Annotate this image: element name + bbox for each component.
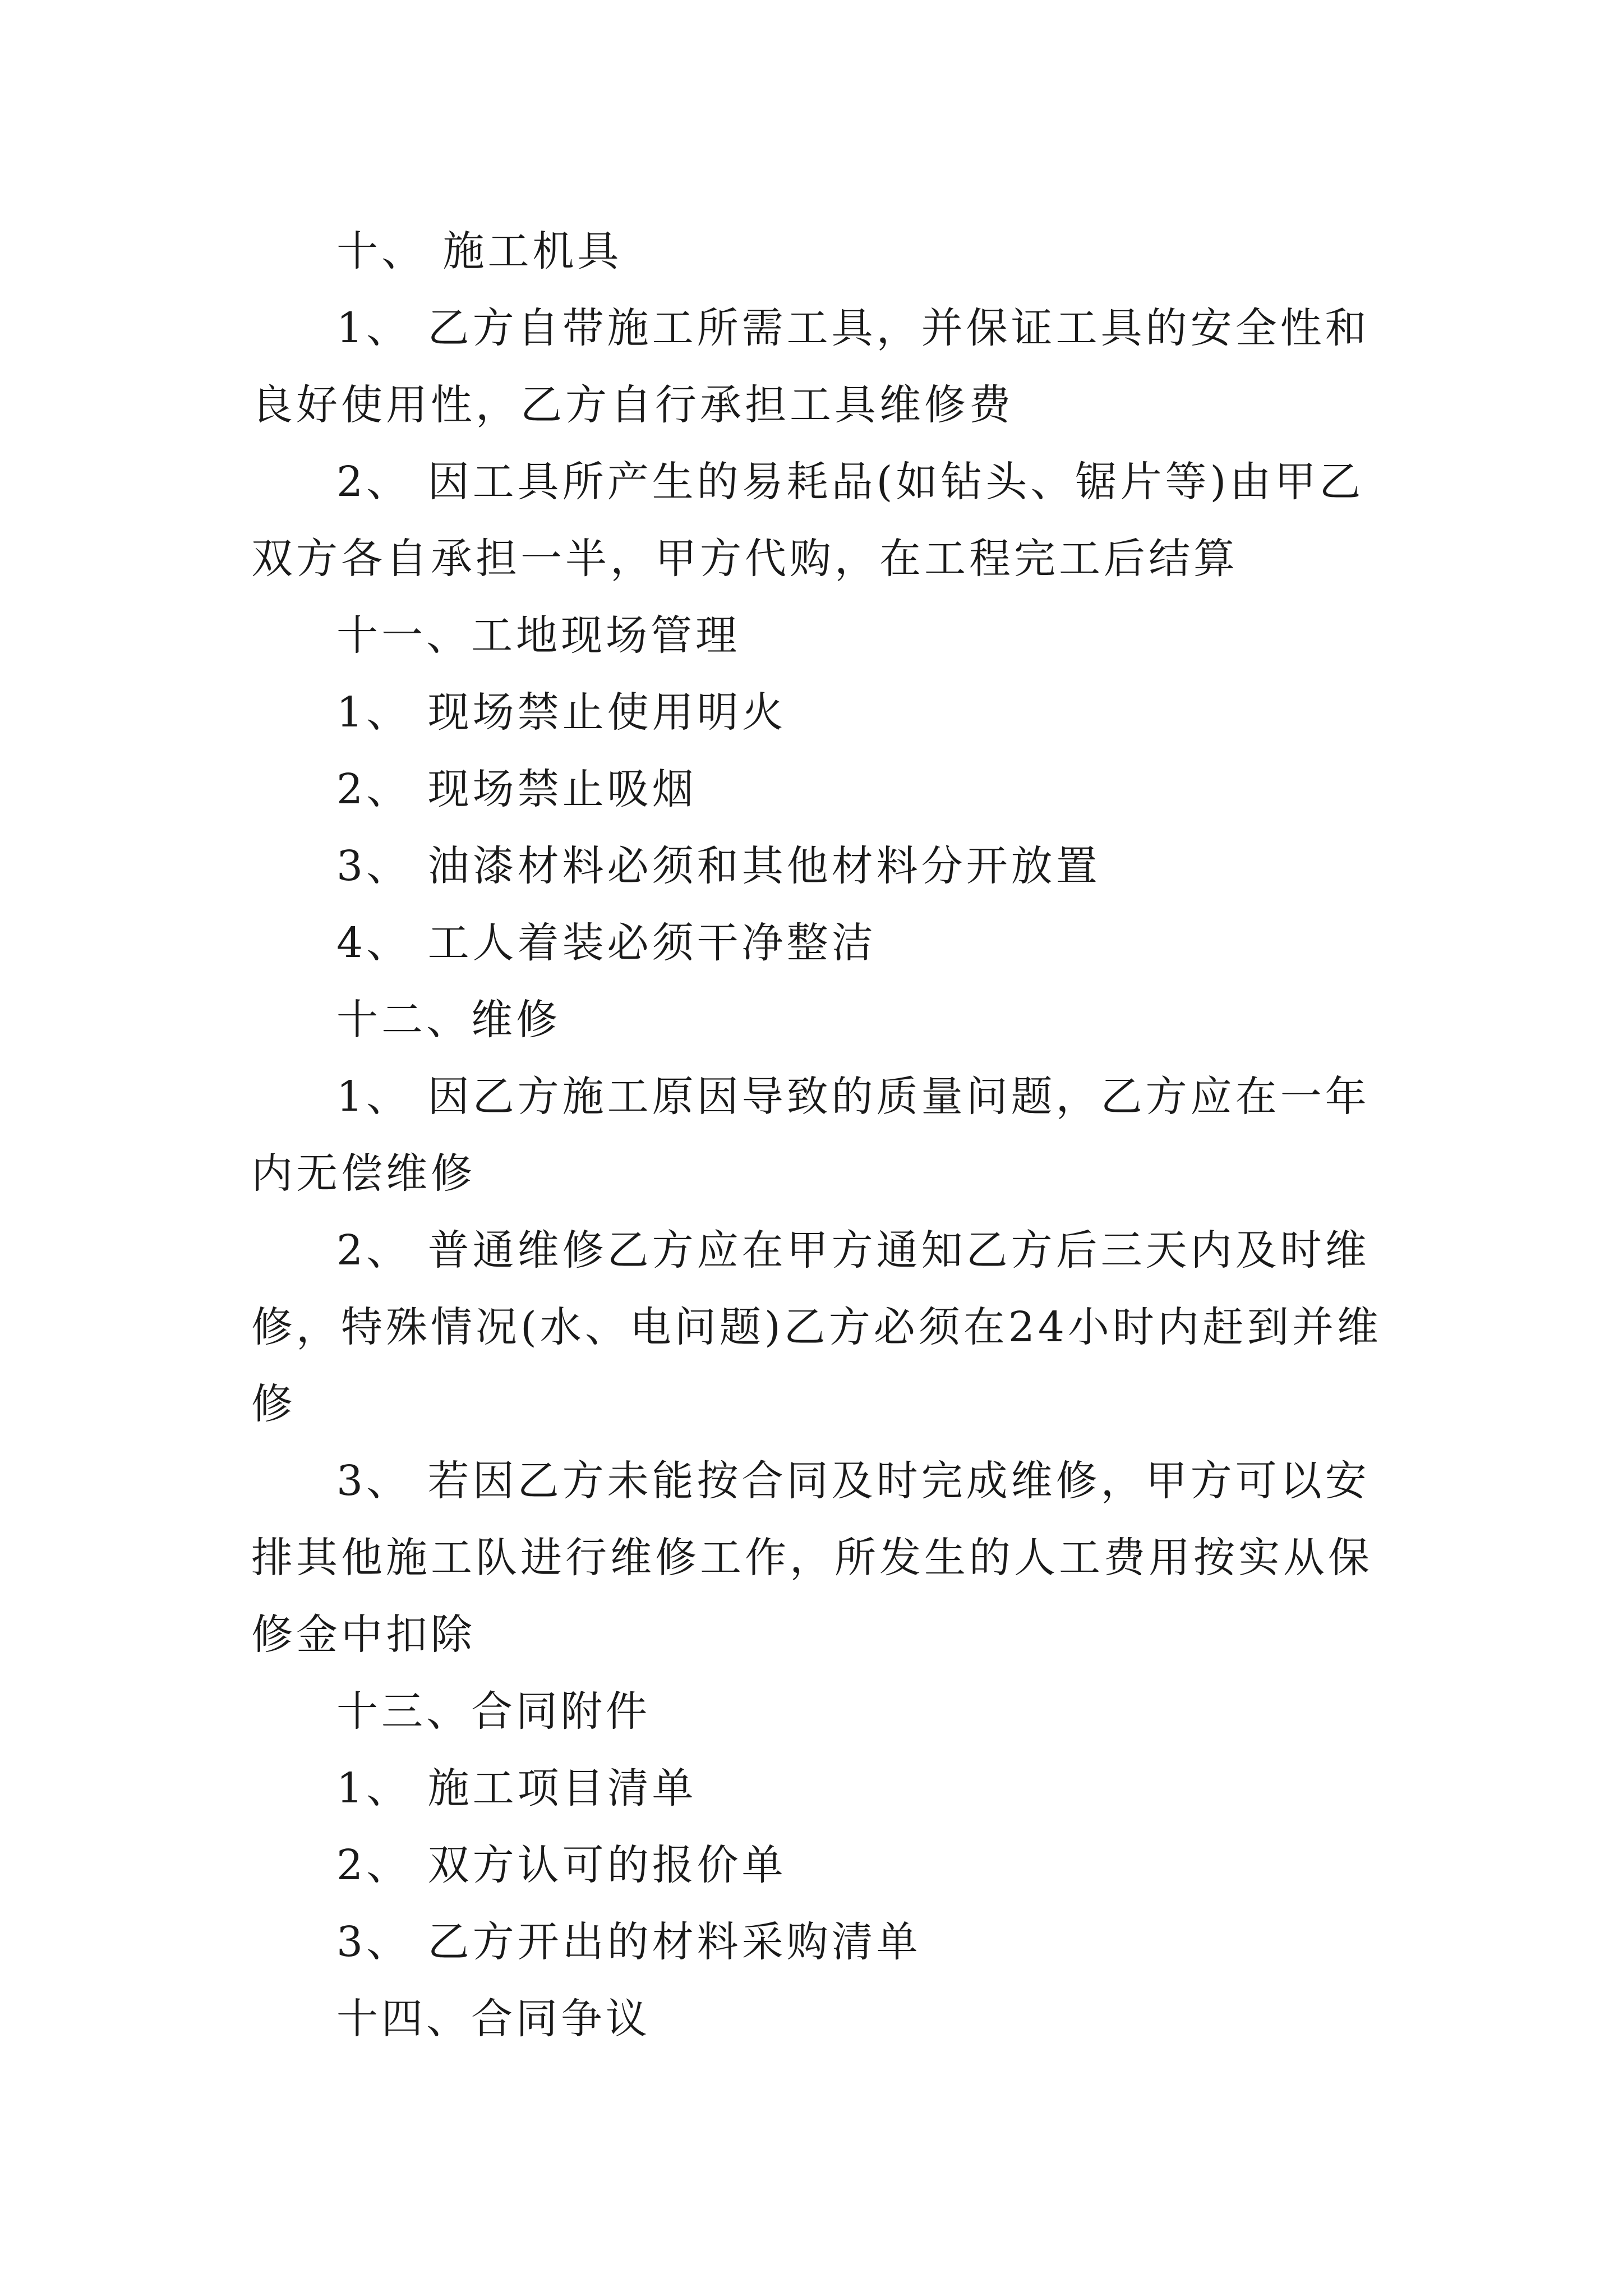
clause-attachments-2: 2、 双方认可的报价单 xyxy=(336,1841,787,1889)
section-heading-site-management: 十一、工地现场管理 xyxy=(336,611,740,660)
section-heading-disputes: 十四、合同争议 xyxy=(336,1995,651,2043)
clause-maintenance-2: 2、 普通维修乙方应在甲方通知乙方后三天内及时维修，特殊情况(水、电问题)乙方必须在24小时内赶到并维修 xyxy=(251,1226,1382,1428)
clause-maintenance-1: 1、 因乙方施工原因导致的质量问题，乙方应在一年内无偿维修 xyxy=(251,1073,1370,1198)
section-heading-tools: 十、 施工机具 xyxy=(336,227,623,275)
clause-tools-2: 2、 因工具所产生的易耗品(如钻头、锯片等)由甲乙双方各自承担一半，甲方代购，在工程完工后结算 xyxy=(251,458,1364,583)
clause-tools-1: 1、 乙方自带施工所需工具，并保证工具的安全性和良好使用性，乙方自行承担工具维修费 xyxy=(251,304,1370,429)
section-heading-maintenance: 十二、维修 xyxy=(336,996,561,1044)
clause-attachments-1: 1、 施工项目清单 xyxy=(336,1764,697,1812)
clause-maintenance-3: 3、 若因乙方未能按合同及时完成维修，甲方可以安排其他施工队进行维修工作，所发生的人工费用按实从保修金中扣除 xyxy=(251,1457,1373,1659)
section-heading-attachments: 十三、合同附件 xyxy=(336,1687,651,1736)
clause-site-2: 2、 现场禁止吸烟 xyxy=(336,765,697,813)
document-page xyxy=(251,213,1390,2058)
clause-site-1: 1、 现场禁止使用明火 xyxy=(336,688,787,737)
clause-site-4: 4、 工人着装必须干净整洁 xyxy=(336,919,877,967)
clause-attachments-3: 3、 乙方开出的材料采购清单 xyxy=(336,1918,921,1966)
clause-site-3: 3、 油漆材料必须和其他材料分开放置 xyxy=(336,842,1101,890)
